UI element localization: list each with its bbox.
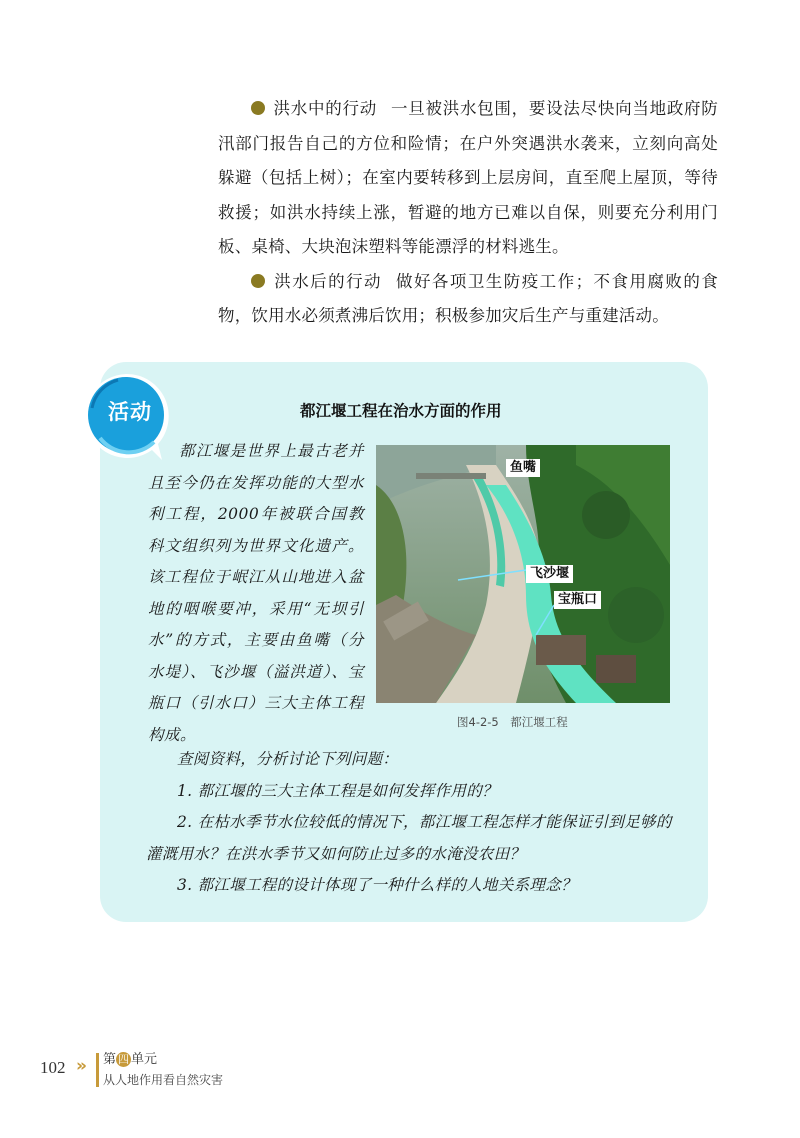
- label-feishayan: 飞沙堰: [526, 565, 573, 583]
- bullet-icon: [251, 274, 265, 288]
- text-during-flood: 一旦被洪水包围，要设法尽快向当地政府防汛部门报告自己的方位和险情；在户外突遇洪水袭来，立刻向高处躲避（包括上树）；在室内要转移到上层房间，直至爬上屋顶，等待救援；如洪水持续上涨，暂避的地方已难以自保，则要充分利用门板、桌椅、大块泡沫塑料等能漂浮的材料逃生。: [218, 99, 718, 256]
- question-item: 1. 都江堰的三大主体工程是如何发挥作用的？: [177, 781, 498, 800]
- page-number: 102: [40, 1058, 66, 1077]
- question-item: 3. 都江堰工程的设计体现了一种什么样的人地关系理念？: [177, 876, 577, 894]
- body-text: [218, 92, 718, 334]
- lead-after-flood: 洪水后的行动: [273, 271, 383, 291]
- question-item: 2. 在枯水季节水位较低的情况下，都江堰工程怎样才能保证引到足够的灌溉用水？在洪水季节又如何防止过多的水淹没农田？: [146, 813, 672, 863]
- label-baopingkou: 宝瓶口: [554, 591, 601, 609]
- bullet-icon: [251, 101, 265, 115]
- unit-number-badge: 四: [118, 1053, 130, 1066]
- lead-during-flood: 洪水中的行动: [273, 99, 377, 118]
- unit-title: [103, 1052, 157, 1068]
- dujiangyan-aerial-image: [376, 445, 670, 703]
- chevron-right-icon: »: [76, 1056, 87, 1076]
- paragraph-after-flood: [218, 265, 718, 334]
- dujiangyan-photo: [376, 445, 670, 703]
- text-after-flood: 做好各项卫生防疫工作；不食用腐败的食物，饮用水必须煮沸后饮用；积极参加灾后生产与重建活动。: [218, 271, 718, 325]
- questions-intro: 查阅资料，分析讨论下列问题：: [177, 750, 399, 768]
- discussion-questions: [146, 744, 676, 902]
- paragraph-during-flood: [218, 92, 718, 265]
- activity-description: 都江堰是世界上最古老并且至今仍在发挥功能的大型水利工程，2000年被联合国教科文组织列为世界文化遗产。该工程位于岷江从山地进入盆地的咽喉要冲，采用“无坝引水”的方式，主要由鱼嘴（分水堤）、飞沙堰（溢洪道）、宝瓶口（引水口）三大主体工程构成。: [148, 442, 364, 744]
- unit-subtitle: 从人地作用看自然灾害: [103, 1073, 224, 1087]
- activity-title: 都江堰工程在治水方面的作用: [300, 402, 502, 420]
- unit-suffix: 单元: [131, 1052, 158, 1067]
- unit-prefix: 第: [103, 1052, 117, 1067]
- footer-divider: [96, 1053, 99, 1087]
- label-yuzui: 鱼嘴: [506, 459, 540, 477]
- figure-caption: 图4-2-5 都江堰工程: [457, 715, 568, 729]
- badge-label: 活动: [108, 400, 152, 424]
